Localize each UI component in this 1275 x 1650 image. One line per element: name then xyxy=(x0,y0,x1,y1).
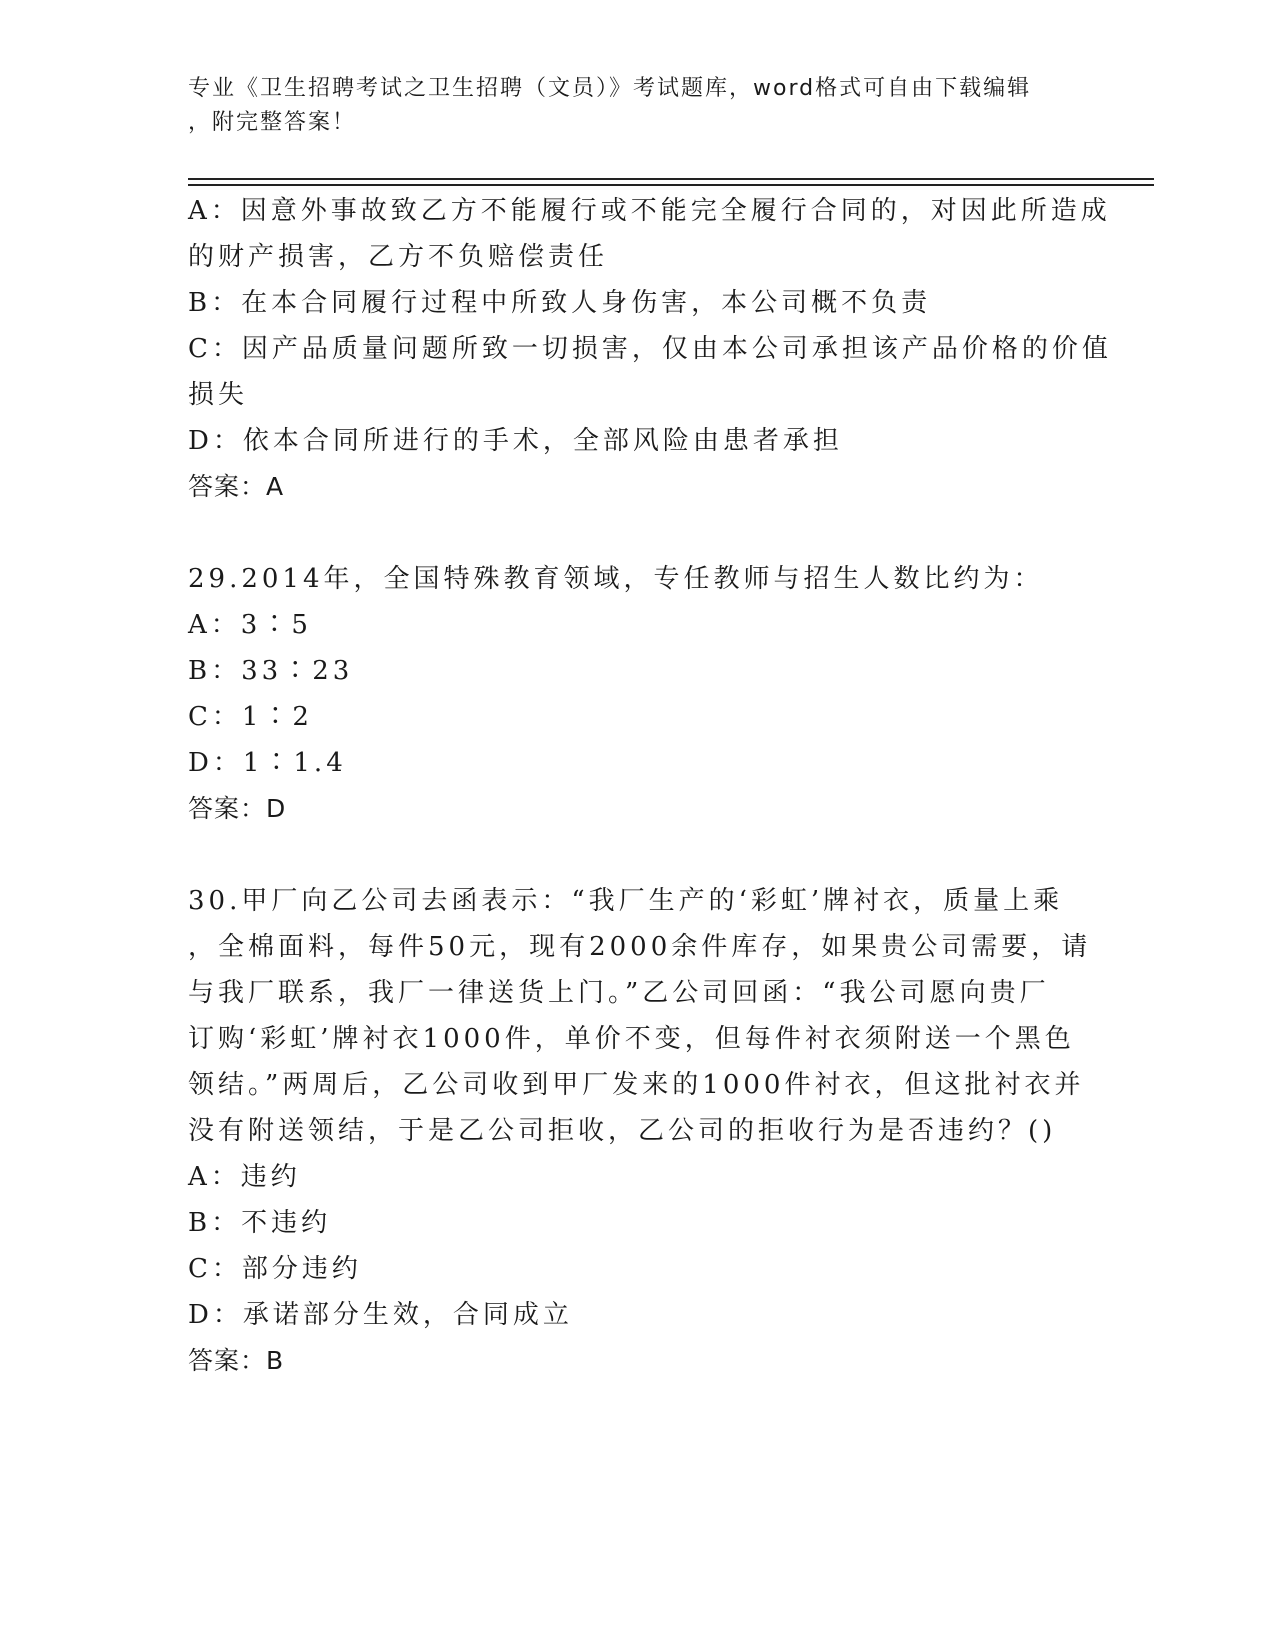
q28-option-b: B：在本合同履行过程中所致人身伤害，本公司概不负责 xyxy=(188,288,932,318)
q29-option-d: D：1∶1.4 xyxy=(188,748,347,778)
q30-question-line-4: 订购‘彩虹’牌衬衣1000件，单价不变，但每件衬衣须附送一个黑色 xyxy=(188,1024,1075,1054)
q29-option-a: A：3∶5 xyxy=(188,610,312,640)
q30-answer: 答案：B xyxy=(188,1346,285,1375)
question-list xyxy=(188,188,1112,1384)
q30-question-line-6: 没有附送领结，于是乙公司拒收，乙公司的拒收行为是否违约？() xyxy=(188,1116,1057,1146)
q30-option-a: A：违约 xyxy=(188,1162,301,1192)
header-title-line-1: 专业《卫生招聘考试之卫生招聘（文员）》考试题库，word格式可自由下载编辑 xyxy=(188,76,1032,101)
question-30 xyxy=(188,878,1092,1384)
q29-answer: 答案：D xyxy=(188,794,287,823)
header-divider-top xyxy=(188,178,1154,180)
q28-option-a-line-1: A：因意外事故致乙方不能履行或不能完全履行合同的，对因此所造成 xyxy=(188,196,1111,226)
q28-option-a-line-2: 的财产损害，乙方不负赔偿责任 xyxy=(188,242,609,272)
question-spacer xyxy=(188,510,1088,556)
document-header xyxy=(188,72,1068,140)
q30-option-b: B：不违约 xyxy=(188,1208,332,1238)
q29-option-c: C：1∶2 xyxy=(188,702,313,732)
header-divider-bottom xyxy=(188,184,1154,186)
q30-question-line-1: 30.甲厂向乙公司去函表示：“我厂生产的‘彩虹’牌衬衣，质量上乘 xyxy=(188,886,1064,916)
q28-answer: 答案：A xyxy=(188,472,285,501)
q28-option-c-line-2: 损失 xyxy=(188,380,249,410)
q30-option-c: C：部分违约 xyxy=(188,1254,362,1284)
q30-question-line-5: 领结。”两周后，乙公司收到甲厂发来的1000件衬衣，但这批衬衣并 xyxy=(188,1070,1085,1100)
header-title-line-2: ，附完整答案！ xyxy=(188,110,357,135)
question-29 xyxy=(188,556,1088,832)
q30-option-d: D：承诺部分生效，合同成立 xyxy=(188,1300,573,1330)
q30-question-line-3: 与我厂联系，我厂一律送货上门。”乙公司回函：“我公司愿向贵厂 xyxy=(188,978,1050,1008)
question-spacer xyxy=(188,832,1088,878)
q28-option-c-line-1: C：因产品质量问题所致一切损害，仅由本公司承担该产品价格的价值 xyxy=(188,334,1112,364)
q29-option-b: B：33∶23 xyxy=(188,656,354,686)
q29-question: 29.2014年，全国特殊教育领域，专任教师与招生人数比约为： xyxy=(188,564,1044,594)
q30-question-line-2: ，全棉面料，每件50元，现有2000余件库存，如果贵公司需要，请 xyxy=(188,932,1092,962)
question-28 xyxy=(188,188,1112,510)
q28-option-d: D：依本合同所进行的手术，全部风险由患者承担 xyxy=(188,426,843,456)
